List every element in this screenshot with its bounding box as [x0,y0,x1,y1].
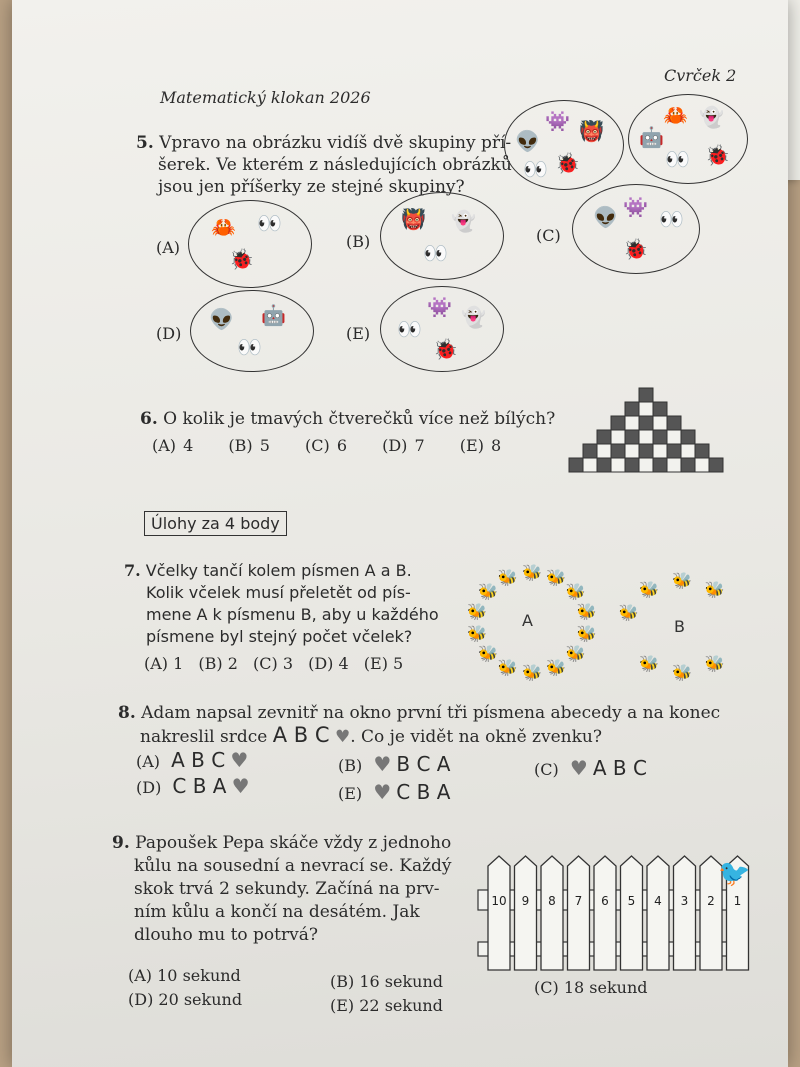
dark-square [667,416,681,430]
monster-icon: 👽 [209,307,234,331]
q8-option-c-value: A B C [592,756,647,780]
checkered-pyramid [558,380,734,480]
letter-a: A [522,611,533,630]
bee-icon: 🐝 [639,579,660,599]
q7-option-d[interactable]: (D) 4 [308,654,349,673]
dark-square [597,430,611,444]
monster-icon: 👾 [545,109,570,133]
monster-icon: 👀 [397,317,422,341]
header-level: Cvrček 2 [664,66,737,85]
q8-option-e-value: C B A [396,780,451,804]
q5-option-d-label: (D) [156,324,182,343]
q7-line-1: Včelky tančí kolem písmen A a B. [145,561,412,580]
q9-line-3: skok trvá 2 sekundy. Začíná na prv- [134,879,440,899]
q7-option-c[interactable]: (C) 3 [253,654,294,673]
fence-post [568,856,590,970]
bee-icon: 🐝 [497,567,518,587]
q8-option-c-label: (C) [534,760,559,779]
bee-icon: 🐝 [522,563,542,582]
q8-letters: A B C [272,723,330,747]
q7-option-a[interactable]: (A) 1 [144,654,184,673]
q8-option-b-value: B C A [396,752,451,776]
light-square [667,430,681,444]
q7-options [144,654,403,673]
monster-icon: 👾 [623,195,648,219]
dark-square [639,388,653,402]
q7-number: 7. [124,561,141,580]
dark-square [625,402,639,416]
post-number: 8 [548,894,556,908]
fence-post [621,856,643,970]
q7-line-3: mene A k písmenu B, aby u každého [146,605,439,624]
monster-icon: 🐞 [229,247,254,271]
light-square [611,430,625,444]
q8-option-e[interactable] [338,780,450,804]
monster-icon: 👀 [237,335,262,359]
light-square [611,458,625,472]
monster-icon: 👽 [593,205,618,229]
light-square [597,444,611,458]
heart-icon: ♥ [334,727,351,747]
q6-option-a[interactable]: (A) 4 [152,436,194,455]
monster-icon: 🤖 [261,303,286,327]
monster-icon: 🐞 [623,237,648,261]
light-square [653,416,667,430]
worksheet-page [12,0,788,1067]
q9-line-4: ním kůlu a končí na desátém. Jak [134,902,420,922]
monster-icon: 👀 [523,157,548,181]
bee-icon: 🐝 [467,624,488,644]
light-square [639,458,653,472]
monster-icon: 👹 [579,119,604,143]
heart-icon: ♥ [373,780,392,804]
dark-square [611,416,625,430]
q7-line-4: písmene byl stejný počet včelek? [146,627,413,646]
q8-option-a-value: A B C [171,748,226,772]
q8-option-a[interactable] [136,748,248,772]
bee-icon: 🐝 [478,581,499,601]
light-square [695,458,709,472]
bee-icon: 🐝 [672,571,692,590]
bee-icon: 🐝 [704,579,725,599]
bee-icon: 🐝 [639,654,660,674]
bees-illustration [452,556,752,686]
light-square [625,444,639,458]
q5-option-c-label: (C) [536,226,561,245]
light-square [667,458,681,472]
dark-square [695,444,709,458]
light-square [639,402,653,416]
bee-icon: 🐝 [704,654,725,674]
q9-number: 9. [112,833,130,853]
monster-icon: 🐞 [705,143,730,167]
q5-option-e-label: (E) [346,324,371,343]
dark-square [709,458,723,472]
q8-option-a-label: (A) [136,752,161,771]
post-number: 1 [733,894,742,908]
light-square [639,430,653,444]
bee-icon: 🐝 [497,658,518,678]
q8-option-b[interactable] [338,752,450,776]
q8-option-e-label: (E) [338,784,363,803]
q8-text [118,702,720,748]
q8-option-d[interactable] [136,774,250,798]
light-square [625,416,639,430]
post-number: 10 [491,894,507,908]
post-number: 6 [601,894,609,908]
section-label: Úlohy za 4 body [144,511,287,536]
q5-option-a-image[interactable] [188,200,312,288]
q6-question: O kolik je tmavých čtverečků více než bílých? [163,409,556,429]
monster-icon: 🐞 [555,151,580,175]
q5-option-a-label: (A) [156,238,181,257]
parrot-icon: 🐦 [718,859,751,889]
monster-icon: 🐞 [433,337,458,361]
fence-post [674,856,696,970]
q8-line-2a: nakreslil srdce [140,727,268,747]
bee-icon: 🐝 [576,624,597,644]
heart-icon: ♥ [231,774,250,798]
q6-option-d[interactable]: (D) 7 [382,436,425,455]
q8-option-c[interactable] [534,756,647,780]
monster-icon: 🤖 [639,125,664,149]
heart-icon: ♥ [373,752,392,776]
bee-icon: 🐝 [467,601,488,621]
q6-option-e[interactable]: (E) 8 [459,436,502,455]
light-square [583,458,597,472]
monster-icon: 👻 [461,305,486,329]
q5-line-3: jsou jen příšerky ze stejné skupiny? [158,177,465,197]
bee-icon: 🐝 [546,658,567,678]
dark-square [653,430,667,444]
dark-square [653,402,667,416]
bee-icon: 🐝 [478,644,499,664]
heart-icon: ♥ [569,756,588,780]
q9-option-d[interactable]: (D) 20 sekund [128,990,243,1009]
fence-illustration [464,826,751,976]
bee-icon: 🐝 [672,663,692,682]
q8-option-d-value: C B A [172,774,227,798]
dark-square [681,458,695,472]
q9-option-c[interactable]: (C) 18 sekund [534,978,648,997]
monster-icon: 👾 [427,295,452,319]
q6-option-b[interactable]: (B) 5 [228,436,270,455]
q5-number: 5. [136,133,154,153]
q7-text [124,560,439,648]
dark-square [625,458,639,472]
q5-option-d-image[interactable] [190,290,314,372]
fence-post [541,856,563,970]
monster-icon: 👻 [699,105,724,129]
monster-icon: 👻 [451,209,476,233]
post-number: 5 [627,894,636,908]
light-square [653,444,667,458]
monster-icon: 👀 [423,241,448,265]
q5-text [136,132,512,198]
post-number: 2 [707,894,715,908]
monster-icon: 🦀 [211,215,236,239]
fence-post [594,856,616,970]
q7-option-b[interactable]: (B) 2 [198,654,238,673]
q5-line-1: Vpravo na obrázku vidíš dvě skupiny pří- [159,133,512,153]
q5-option-b-label: (B) [346,232,371,251]
dark-square [653,458,667,472]
q9-line-5: dlouho mu to potrvá? [134,925,318,945]
q9-line-2: kůlu na sousední a nevrací se. Každý [134,856,452,876]
monster-icon: 🦀 [663,103,688,127]
q9-option-e[interactable]: (E) 22 sekund [330,996,443,1015]
q7-option-e[interactable]: (E) 5 [363,654,404,673]
dark-square [681,430,695,444]
q9-text [112,832,452,947]
q8-line-2c: . Co je vidět na okně zvenku? [350,727,602,747]
monster-icon: 👹 [401,207,426,231]
bee-icon: 🐝 [565,644,586,664]
q9-line-1: Papoušek Pepa skáče vždy z jednoho [135,833,452,853]
bee-icon: 🐝 [565,581,586,601]
dark-square [569,458,583,472]
monster-icon: 👽 [515,129,540,153]
post-number: 4 [654,894,662,908]
bee-icon: 🐝 [618,602,639,622]
heart-icon: ♥ [230,748,249,772]
dark-square [611,444,625,458]
q9-option-a[interactable]: (A) 10 sekund [128,966,241,985]
q8-line-1: Adam napsal zevnitř na okno první tři písmena abecedy a na konec [141,703,721,723]
q5-option-e-image[interactable] [380,286,504,372]
q8-option-b-label: (B) [338,756,363,775]
fence-post [515,856,537,970]
header-title: Matematický klokan 2026 [160,88,371,107]
post-number: 3 [680,894,689,908]
monster-icon: 👀 [257,211,282,235]
dark-square [625,430,639,444]
dark-square [639,444,653,458]
dark-square [667,444,681,458]
q6-number: 6. [140,409,158,429]
light-square [681,444,695,458]
bee-icon: 🐝 [546,567,567,587]
reference-group-1 [504,100,624,190]
post-number: 9 [521,894,530,908]
q5-option-b-image[interactable] [380,192,504,280]
monster-icon: 👀 [659,207,684,231]
post-number: 7 [574,894,583,908]
bee-icon: 🐝 [576,601,597,621]
q5-option-c-image[interactable] [572,184,700,274]
q8-number: 8. [118,703,136,723]
q6-option-c[interactable]: (C) 6 [305,436,348,455]
fence-post [647,856,669,970]
letter-b: B [674,617,685,636]
q6-options [152,436,501,455]
monster-icon: 👀 [665,147,690,171]
fence-post [488,856,510,970]
dark-square [597,458,611,472]
reference-group-2 [628,94,748,184]
dark-square [639,416,653,430]
q7-line-2: Kolik včelek musí přeletět od pís- [146,583,411,602]
q5-line-2: šerek. Ve kterém z následujících obrázků [158,155,512,175]
q9-option-b[interactable]: (B) 16 sekund [330,972,443,991]
q6-text [140,408,555,430]
dark-square [583,444,597,458]
bee-icon: 🐝 [522,663,542,682]
q8-option-d-label: (D) [136,778,162,797]
